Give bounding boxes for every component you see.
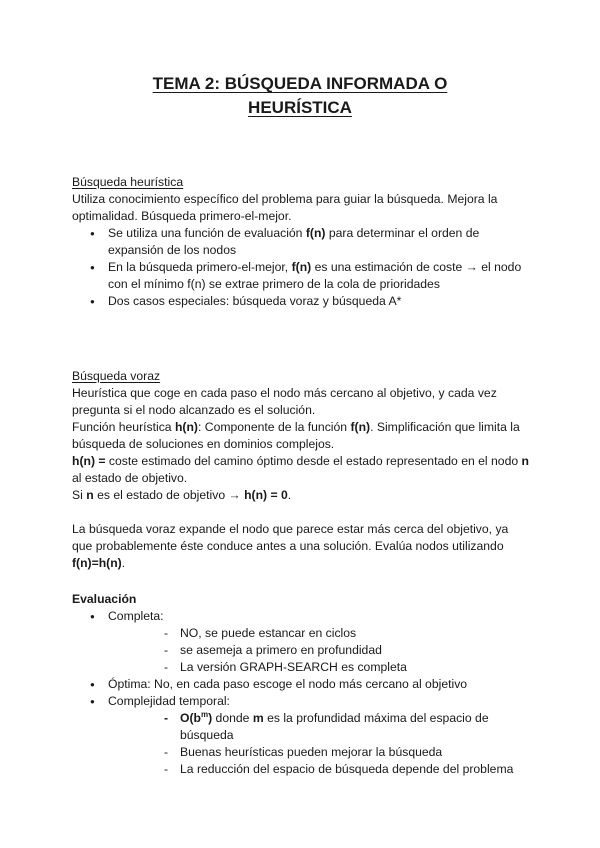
paragraph: La búsqueda voraz expande el nodo que parece estar más cerca del objetivo, ya que probablemente éste conduce antes a una solución. Evalúa nodos utilizando f(n)=h(n). <box>72 522 509 570</box>
paragraph: Si n es el estado de objetivo → h(n) = 0. <box>72 488 292 502</box>
list-item: ● Se utiliza una función de evaluación f(n) para determinar el orden de expansión de los nodos <box>72 225 532 259</box>
section-evaluation <box>72 591 532 778</box>
sub-list-item: - $O(b^m)$ donde m es la profundidad máxima del espacio de búsqueda <box>108 710 532 744</box>
sub-list-item: - La reducción del espacio de búsqueda depende del problema <box>108 761 532 778</box>
sub-list-item: - La versión GRAPH-SEARCH es completa <box>108 659 532 676</box>
list-item: ● Completa: - NO, se puede estancar en ciclos - se asemeja a primero en profundidad - La versión GRAPH-SEARCH es completa <box>72 608 532 676</box>
list-item: ● En la búsqueda primero-el-mejor, f(n) es una estimación de coste → el nodo con el mínimo f(n) se extrae primero de la cola de prioridades <box>72 259 532 293</box>
bullet-list <box>72 608 532 778</box>
sub-list-item: - NO, se puede estancar en ciclos <box>108 625 532 642</box>
title-line-1: TEMA 2: BÚSQUEDA INFORMADA O <box>152 74 448 93</box>
sub-list-item: - se asemeja a primero en profundidad <box>108 642 532 659</box>
paragraph: Función heurística h(n): Componente de la función f(n). Simplificación que limita la búsqueda de soluciones en dominios complejos. <box>72 420 520 451</box>
section-heading: Evaluación <box>72 592 137 606</box>
section-heading: Búsqueda heurística <box>72 175 184 189</box>
sub-list <box>108 710 532 778</box>
sub-list <box>108 625 532 676</box>
bullet-list <box>72 225 532 310</box>
section-greedy-search <box>72 368 532 572</box>
list-item: ● Complejidad temporal: - $O(b^m)$ donde m es la profundidad máxima del espacio de búsqueda - Buenas heurísticas pueden mejorar la búsqueda - La reducción del espacio de búsqueda depende del problema <box>72 693 532 778</box>
page-title <box>0 72 600 120</box>
section-heading: Búsqueda voraz <box>72 369 161 383</box>
section-intro: Utiliza conocimiento específico del problema para guiar la búsqueda. Mejora la optimalidad. Búsqueda primero-el-mejor. <box>72 192 498 223</box>
sub-list-item: - Buenas heurísticas pueden mejorar la búsqueda <box>108 744 532 761</box>
list-item: ● Dos casos especiales: búsqueda voraz y búsqueda A* <box>72 293 532 310</box>
section-heuristic-search <box>72 174 532 310</box>
paragraph: h(n) = coste estimado del camino óptimo desde el estado representado en el nodo n al estado de objetivo. <box>72 454 529 485</box>
list-item: ● Óptima: No, en cada paso escoge el nodo más cercano al objetivo <box>72 676 532 693</box>
title-line-2: HEURÍSTICA <box>248 98 352 117</box>
paragraph: Heurística que coge en cada paso el nodo más cercano al objetivo, y cada vez pregunta si el nodo alcanzado es el solución. <box>72 386 497 417</box>
